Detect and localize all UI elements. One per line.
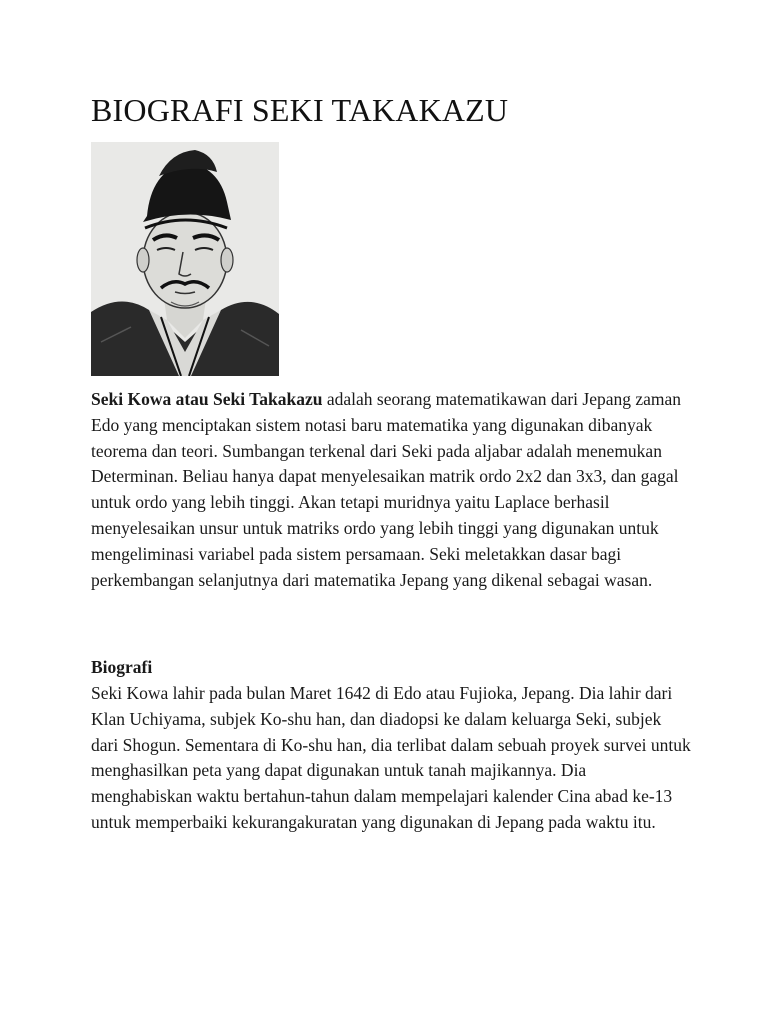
biography-paragraph: Seki Kowa lahir pada bulan Maret 1642 di Edo atau Fujioka, Jepang. Dia lahir dari Klan Uchiyama, subjek Ko-shu han, dan diadopsi ke dalam keluarga Seki, subjek dari Shogun. Sementara di Ko-shu han, dia terlibat dalam sebuah proyek survei untuk menghasilkan peta yang dapat digunakan untuk tanah majikannya. Dia menghabiskan waktu bertahun-tahun dalam mempelajari kalender Cina abad ke-13 untuk memperbaiki kekurangakuratan yang digunakan di Jepang pada waktu itu. (91, 683, 691, 832)
intro-text: adalah seorang matematikawan dari Jepang zaman Edo yang menciptakan sistem notasi baru matematika yang digunakan dibanyak teorema dan teori. Sumbangan terkenal dari Seki pada aljabar adalah menemukan Determinan. Beliau hanya dapat menyelesaikan matrik ordo 2x2 dan 3x3, dan gagal untuk ordo yang lebih tinggi. Akan tetapi muridnya yaitu Laplace berhasil menyelesaikan unsur untuk matriks ordo yang lebih tinggi yang digunakan untuk mengeliminasi variabel pada sistem persamaan. Seki meletakkan dasar bagi perkembangan selanjutnya dari matematika Jepang yang dikenal sebagai wasan. (91, 389, 682, 590)
portrait-drawing (91, 142, 279, 376)
portrait-image (91, 142, 279, 376)
page-title: BIOGRAFI SEKI TAKAKAZU (91, 92, 509, 128)
section-heading: Biografi (91, 657, 153, 677)
intro-bold-name: Seki Kowa atau Seki Takakazu (91, 389, 323, 409)
intro-paragraph (91, 387, 691, 593)
